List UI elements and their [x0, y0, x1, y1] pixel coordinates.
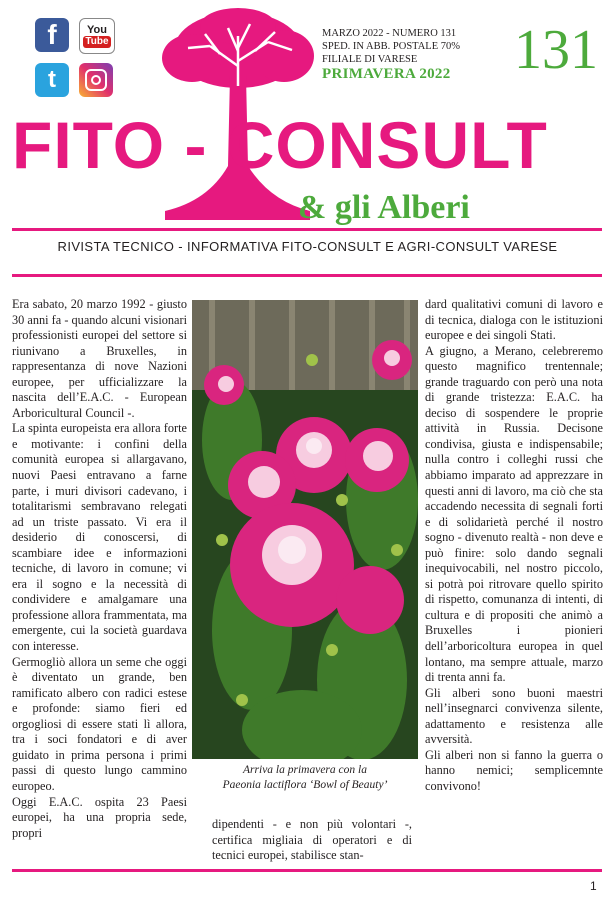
youtube-icon[interactable] [79, 18, 115, 54]
paragraph: Era sabato, 20 marzo 1992 - giusto 30 anni fa - quando alcuni visionari professionisti europei del settore si riunivano a Bruxelles, in rappresentanza di nove Nazioni europee, per ufficializzare la nascita dell’E.A.C. - European Arboricultural Council -. [12, 297, 187, 420]
twitter-icon[interactable] [35, 63, 69, 97]
paragraph: dipendenti - e non più volontari -, certifica migliaia di operatori e di tecnici europei, stabilisce stan- [212, 817, 412, 863]
tagline: RIVISTA TECNICO - INFORMATIVA FITO-CONSULT E AGRI-CONSULT VARESE [57, 239, 558, 254]
page-number: 1 [590, 879, 597, 893]
issue-date-number: MARZO 2022 - NUMERO 131 [322, 28, 457, 39]
masthead-title: FITO - CONSULT [12, 108, 548, 182]
branch-info: FILIALE DI VARESE [322, 54, 418, 65]
header-divider [12, 274, 602, 277]
article-column-3 [425, 297, 603, 795]
paragraph: La spinta europeista era allora forte e motivante: i confini della comunità europea si allargavano, nuovi Paesi entravano a farne parte, i muri divisori cadevano, i totalitarismi sembravano relegati ad un triste passato. Vi era il desiderio di conoscersi, di scambiare idee e informazioni tecniche, di lavoro in comune; vi era il sogno e la necessità di condividere e amalgamare una professione allora frammentata, ma emergente, cui la società guardava con interesse. [12, 421, 187, 654]
paragraph: dard qualitativi comuni di lavoro e di tecnica, dialoga con le istituzioni europee e dei singoli Stati. [425, 297, 603, 343]
postal-info: SPED. IN ABB. POSTALE 70% [322, 41, 461, 52]
paragraph: A giugno, a Merano, celebreremo questo magnifico trentennale; grande traguardo con però una nota di grande tristezza: E.A.C. ha deciso di sospendere le proprie attività in Russia. Decisone condivisa, giusta e indispensabile; nulla contro i colleghi russi che abbiamo imparato ad apprezzare in questi anni di lavoro, ma ciò che sta accadendo necessita di segnali forti e di solidarietà perché il nostro sogno - divenuto realtà - non deve e può finire: solo dando segnali inequivocabili, nel nostro piccolo, si potrà poi ritrovare quello spirito di rispetto, comunanza di intenti, di cultura e di propositi che animò a Bruxelles i pionieri dell’arboricoltura europea in quel lontano, ma sempre attuale, marzo di trenta anni fa. [425, 343, 603, 685]
youtube-tube: Tube [85, 36, 109, 47]
masthead-rule [12, 228, 602, 231]
facebook-icon[interactable] [35, 18, 69, 52]
paragraph: Gli alberi sono buoni maestri nell’insegnarci convivenza silente, adattamento e resistenza alle avversità. [425, 685, 603, 747]
paragraph: Gli alberi non si fanno la guerra o hanno nemici; semplicemnte convivono! [425, 747, 603, 793]
issue-number: 131 [514, 19, 598, 81]
facebook-glyph: f [47, 19, 57, 50]
footer-divider [12, 869, 602, 872]
peony-photo [192, 300, 418, 759]
caption-line: Paeonia lactiflora ‘Bowl of Beauty’ [222, 779, 388, 791]
instagram-camera-glyph [85, 69, 107, 91]
paragraph: Oggi E.A.C. ospita 23 Paesi europei, ha una propria sede, propri [12, 794, 187, 840]
issue-info [322, 27, 460, 66]
masthead-subtitle: & gli Alberi [298, 189, 470, 226]
photo-caption [192, 763, 418, 793]
youtube-you: You [87, 24, 107, 36]
paragraph: Germogliò allora un seme che oggi è diventato un grande, ben ramificato albero con radici estese e profonde: siamo fieri ed orgogliosi di essere stati lì allora, tra i soci fondatori e di aver guidato in prima persona i primi passi di questo lungo cammino europeo. [12, 654, 187, 793]
article-column-1 [12, 297, 187, 841]
peony-image [192, 300, 418, 759]
season-label: PRIMAVERA 2022 [322, 66, 451, 82]
article-column-2 [212, 817, 412, 864]
caption-line: Arriva la primavera con la [243, 764, 367, 776]
twitter-glyph: t [48, 66, 56, 93]
instagram-icon[interactable] [79, 63, 113, 97]
